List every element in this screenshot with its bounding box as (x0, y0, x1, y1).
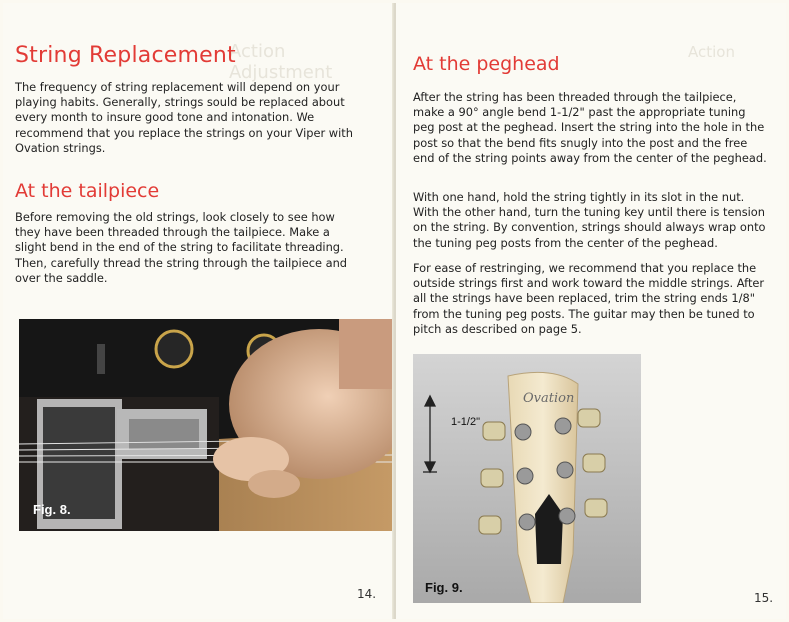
peghead-photo-illustration (413, 354, 641, 603)
peghead-paragraph-2: With one hand, hold the string tightly in its slot in the nut. With the other hand, turn the tuning key until there is tension on the string. By convention, strings should always wrap onto the tuning peg posts from the center of the peghead. (413, 190, 766, 250)
tailpiece-photo-illustration (19, 319, 393, 531)
show-through-text-right: Action (688, 43, 735, 61)
tailpiece-heading: At the tailpiece (15, 180, 160, 202)
figure-8-photo (19, 319, 393, 531)
intro-paragraph: The frequency of string replacement will depend on your playing habits. Generally, strings sould be replaced about every month to insure good tone and intonation. We recommend that you replace the strings on your Viper with Ovation strings. (15, 80, 353, 155)
peghead-paragraph-3: For ease of restringing, we recommend that you replace the outside strings first and work toward the middle strings. After all the strings have been replaced, trim the string ends 1/8" from the tuning peg posts. The guitar may then be tuned to pitch as described on page 5. (413, 261, 765, 336)
page-number-15: 15. (754, 591, 774, 605)
tailpiece-paragraph: Before removing the old strings, look closely to see how they have been threaded through the tailpiece. Make a slight bend in the end of the string to facilitate threading. Then, carefully thread the string through the tailpiece and over the saddle. (15, 210, 348, 285)
peghead-paragraph-1: After the string has been threaded through the tailpiece, make a 90° angle bend 1-1/2" past the appropriate tuning peg post at the peghead. Insert the string into the hole in the post so that the bend fits snugly into the post and the free end of the string points away from the center of the peghead. (413, 90, 767, 165)
page-number-14: 14. (357, 587, 377, 601)
figure-9-photo (413, 354, 641, 603)
figure-9-label: Fig. 9. (425, 580, 463, 595)
page-title: String Replacement (15, 43, 236, 68)
figure-8-label: Fig. 8. (33, 502, 71, 517)
measure-label: 1-1/2" (451, 416, 480, 428)
page-15 (396, 3, 786, 619)
page-14 (3, 3, 394, 619)
peghead-heading: At the peghead (413, 53, 560, 75)
show-through-text: Action Adjustment (229, 41, 333, 83)
brand-logo-script: Ovation (523, 391, 575, 406)
